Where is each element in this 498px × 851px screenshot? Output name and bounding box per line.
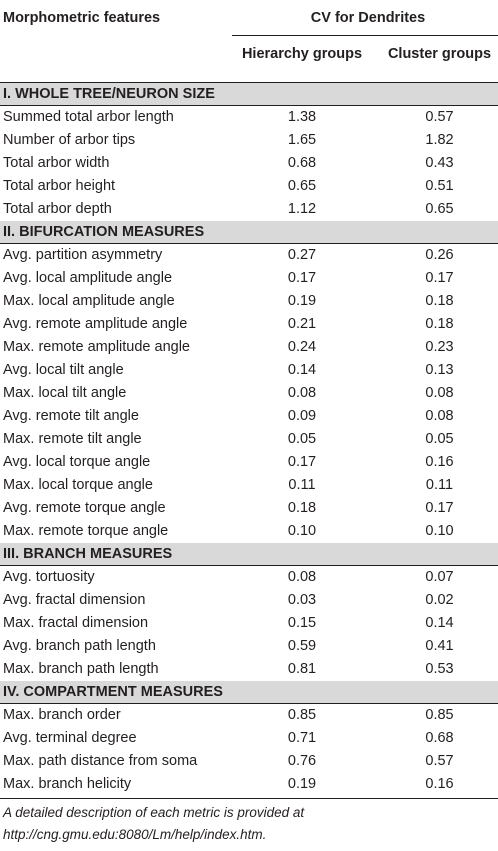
cluster-value: 0.17 xyxy=(425,500,454,516)
hierarchy-value: 0.65 xyxy=(287,178,317,194)
table-row xyxy=(0,704,498,727)
feature-name: Avg. branch path length xyxy=(3,638,156,654)
cluster-value: 0.02 xyxy=(425,592,454,608)
table-row xyxy=(0,727,498,750)
cluster-value: 0.68 xyxy=(425,730,454,746)
section-header: III. BRANCH MEASURES xyxy=(0,543,498,566)
hierarchy-value: 0.11 xyxy=(288,477,316,493)
hierarchy-value: 0.59 xyxy=(287,638,317,654)
feature-name: Avg. local amplitude angle xyxy=(3,270,173,286)
section-header: I. WHOLE TREE/NEURON SIZE xyxy=(0,83,498,106)
table-row xyxy=(0,106,498,129)
feature-name: Max. branch path length xyxy=(3,661,159,677)
header-hierarchy-groups: Hierarchy groups xyxy=(241,46,363,62)
feature-name: Avg. local torque angle xyxy=(3,454,151,470)
hierarchy-value: 0.15 xyxy=(287,615,317,631)
feature-name: Max. remote amplitude angle xyxy=(3,339,190,355)
table-row xyxy=(0,175,498,198)
feature-name: Max. remote tilt angle xyxy=(3,431,142,447)
hierarchy-value: 0.19 xyxy=(287,293,317,309)
cluster-value: 0.57 xyxy=(425,753,454,769)
feature-name: Avg. partition asymmetry xyxy=(3,247,163,263)
hierarchy-value: 0.85 xyxy=(287,707,317,723)
cluster-value: 0.41 xyxy=(425,638,454,654)
feature-name: Number of arbor tips xyxy=(3,132,136,148)
hierarchy-value: 0.08 xyxy=(287,569,317,585)
feature-name: Max. local amplitude angle xyxy=(3,293,175,309)
table-row xyxy=(0,336,498,359)
hierarchy-value: 0.21 xyxy=(287,316,317,332)
hierarchy-value: 0.68 xyxy=(287,155,317,171)
table-body xyxy=(0,83,498,796)
feature-name: Avg. local tilt angle xyxy=(3,362,124,378)
feature-name: Summed total arbor length xyxy=(3,109,174,125)
feature-name: Max. local torque angle xyxy=(3,477,153,493)
feature-name: Total arbor height xyxy=(3,178,116,194)
cluster-value: 0.17 xyxy=(425,270,454,286)
table-row xyxy=(0,152,498,175)
table-row xyxy=(0,658,498,681)
cluster-value: 0.05 xyxy=(425,431,454,447)
cluster-value: 0.43 xyxy=(425,155,454,171)
table-row xyxy=(0,244,498,267)
cluster-value: 0.08 xyxy=(425,385,454,401)
feature-name: Max. branch helicity xyxy=(3,776,132,792)
feature-name: Avg. remote tilt angle xyxy=(3,408,139,424)
table-row xyxy=(0,635,498,658)
table-row xyxy=(0,313,498,336)
hierarchy-value: 0.76 xyxy=(287,753,317,769)
header-cv-dendrites: CV for Dendrites xyxy=(310,10,426,26)
table-row xyxy=(0,405,498,428)
table-row xyxy=(0,773,498,796)
feature-name: Avg. remote amplitude angle xyxy=(3,316,188,332)
cluster-value: 0.08 xyxy=(425,408,454,424)
cluster-value: 0.51 xyxy=(425,178,454,194)
hierarchy-value: 0.17 xyxy=(287,454,317,470)
table-row xyxy=(0,589,498,612)
table-row xyxy=(0,359,498,382)
table-row xyxy=(0,474,498,497)
feature-name: Avg. terminal degree xyxy=(3,730,137,746)
table-row xyxy=(0,267,498,290)
feature-name: Total arbor width xyxy=(3,155,110,171)
hierarchy-value: 0.09 xyxy=(287,408,317,424)
feature-name: Max. local tilt angle xyxy=(3,385,127,401)
cluster-value: 0.65 xyxy=(425,201,454,217)
hierarchy-value: 0.10 xyxy=(287,523,317,539)
feature-name: Max. remote torque angle xyxy=(3,523,169,539)
cluster-value: 0.53 xyxy=(425,661,454,677)
cluster-value: 0.14 xyxy=(425,615,454,631)
hierarchy-value: 0.81 xyxy=(287,661,317,677)
hierarchy-value: 1.38 xyxy=(287,109,317,125)
table-row xyxy=(0,497,498,520)
cluster-value: 0.18 xyxy=(425,293,454,309)
cluster-value: 0.26 xyxy=(425,247,454,263)
feature-name: Avg. tortuosity xyxy=(3,569,95,585)
hierarchy-value: 0.08 xyxy=(287,385,317,401)
hierarchy-value: 1.12 xyxy=(287,201,317,217)
hierarchy-value: 0.71 xyxy=(287,730,317,746)
hierarchy-value: 1.65 xyxy=(287,132,317,148)
feature-name: Max. path distance from soma xyxy=(3,753,198,769)
table-row xyxy=(0,290,498,313)
hierarchy-value: 0.27 xyxy=(287,247,317,263)
feature-name: Avg. remote torque angle xyxy=(3,500,166,516)
hierarchy-value: 0.03 xyxy=(287,592,317,608)
cluster-value: 1.82 xyxy=(425,132,454,148)
hierarchy-value: 0.24 xyxy=(287,339,317,355)
table-row xyxy=(0,750,498,773)
feature-name: Max. fractal dimension xyxy=(3,615,149,631)
table-row xyxy=(0,129,498,152)
hierarchy-value: 0.19 xyxy=(287,776,317,792)
section-header: IV. COMPARTMENT MEASURES xyxy=(0,681,498,704)
cluster-value: 0.16 xyxy=(425,454,454,470)
table-row xyxy=(0,566,498,589)
cluster-value: 0.13 xyxy=(425,362,454,378)
header-features: Morphometric features xyxy=(3,10,161,26)
cluster-value: 0.10 xyxy=(425,523,454,539)
cluster-value: 0.85 xyxy=(425,707,454,723)
hierarchy-value: 0.18 xyxy=(287,500,317,516)
cluster-value: 0.57 xyxy=(425,109,454,125)
cluster-value: 0.18 xyxy=(425,316,454,332)
table-row xyxy=(0,382,498,405)
feature-name: Avg. fractal dimension xyxy=(3,592,146,608)
table-row xyxy=(0,612,498,635)
table-row xyxy=(0,198,498,221)
hierarchy-value: 0.05 xyxy=(287,431,317,447)
hierarchy-value: 0.17 xyxy=(287,270,317,286)
cluster-value: 0.23 xyxy=(425,339,454,355)
cluster-value: 0.11 xyxy=(425,477,454,493)
cluster-value: 0.07 xyxy=(425,569,454,585)
table-row xyxy=(0,451,498,474)
header-cluster-groups: Cluster groups xyxy=(387,46,492,62)
header-row-bottom xyxy=(0,36,498,83)
hierarchy-value: 0.14 xyxy=(287,362,317,378)
table-footnote: A detailed description of each metric is provided at http://cng.gmu.edu:8080/Lm/help/index.htm. xyxy=(3,805,305,842)
header-row-top xyxy=(0,0,498,36)
section-header: II. BIFURCATION MEASURES xyxy=(0,221,498,244)
table-row xyxy=(0,520,498,543)
table-row xyxy=(0,428,498,451)
feature-name: Total arbor depth xyxy=(3,201,112,217)
feature-name: Max. branch order xyxy=(3,707,121,723)
cluster-value: 0.16 xyxy=(425,776,454,792)
